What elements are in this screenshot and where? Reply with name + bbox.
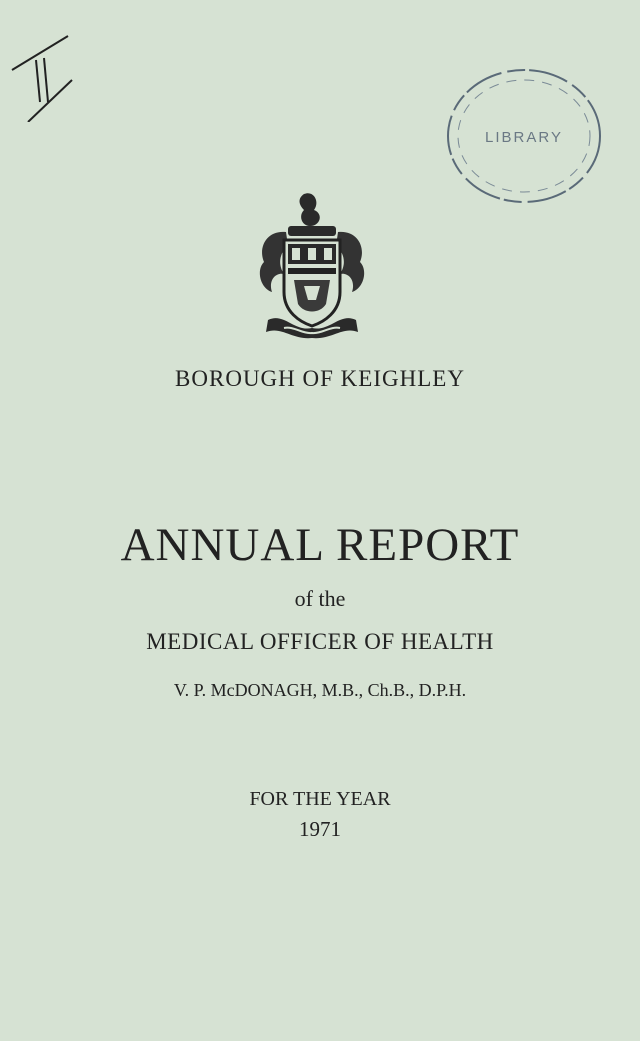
coat-of-arms-icon — [254, 192, 370, 340]
report-title: ANNUAL REPORT — [120, 519, 520, 571]
title-connector: of the — [294, 586, 346, 611]
borough-name: BOROUGH OF KEIGHLEY — [175, 366, 465, 391]
report-year: 1971 — [299, 817, 341, 841]
handwritten-mark — [8, 32, 78, 122]
office-title: MEDICAL OFFICER OF HEALTH — [146, 629, 494, 654]
stamp-label: LIBRARY — [485, 129, 563, 146]
officer-name: V. P. McDONAGH, M.B., Ch.B., D.P.H. — [173, 680, 467, 700]
period-label: FOR THE YEAR — [249, 788, 391, 810]
library-stamp — [438, 62, 608, 212]
